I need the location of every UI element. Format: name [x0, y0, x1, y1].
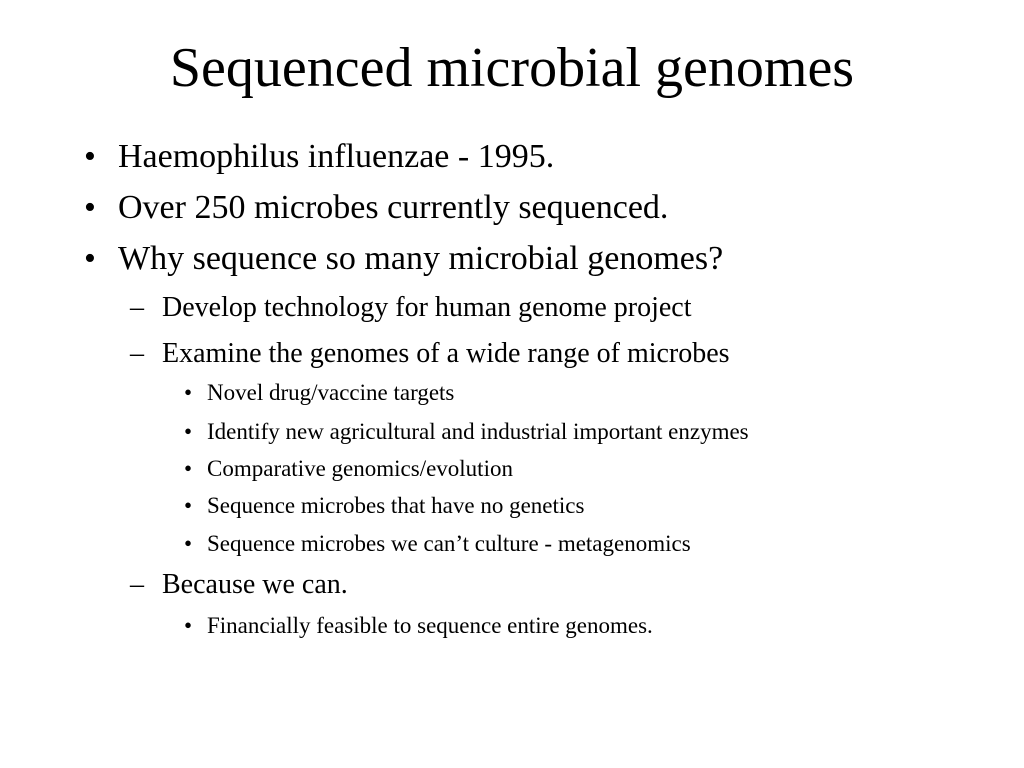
bullet-text: Haemophilus influenzae - 1995.	[118, 138, 555, 175]
sub-sub-bullet-text: Novel drug/vaccine targets	[207, 380, 455, 405]
sub-bullet-text: Examine the genomes of a wide range of microbes	[162, 338, 730, 369]
sub-sub-bullet-text: Sequence microbes we can’t culture - metagenomics	[207, 531, 691, 556]
dash-marker: –	[130, 292, 144, 323]
bullet-marker: •	[184, 456, 193, 481]
dash-marker: –	[130, 569, 144, 600]
sub-sub-bullet-text: Comparative genomics/evolution	[207, 456, 513, 481]
bullet-marker: •	[184, 613, 193, 638]
bullet-marker: •	[184, 419, 193, 444]
bullet-text: Why sequence so many microbial genomes?	[118, 240, 724, 277]
bullet-text: Over 250 microbes currently sequenced.	[118, 189, 669, 226]
sub-bullet-text: Because we can.	[162, 569, 348, 600]
dash-marker: –	[130, 338, 144, 369]
bullet-marker: •	[184, 531, 193, 556]
bullet-marker: •	[84, 138, 96, 175]
slide-title: Sequenced microbial genomes	[169, 37, 855, 99]
sub-bullet-text: Develop technology for human genome project	[162, 292, 692, 323]
bullet-marker: •	[184, 493, 193, 518]
bullet-marker: •	[84, 189, 96, 226]
sub-sub-bullet-text: Sequence microbes that have no genetics	[207, 493, 585, 518]
bullet-marker: •	[184, 380, 193, 405]
sub-sub-bullet-text: Financially feasible to sequence entire genomes.	[207, 613, 653, 638]
bullet-marker: •	[84, 240, 96, 277]
sub-sub-bullet-text: Identify new agricultural and industrial important enzymes	[207, 419, 749, 444]
